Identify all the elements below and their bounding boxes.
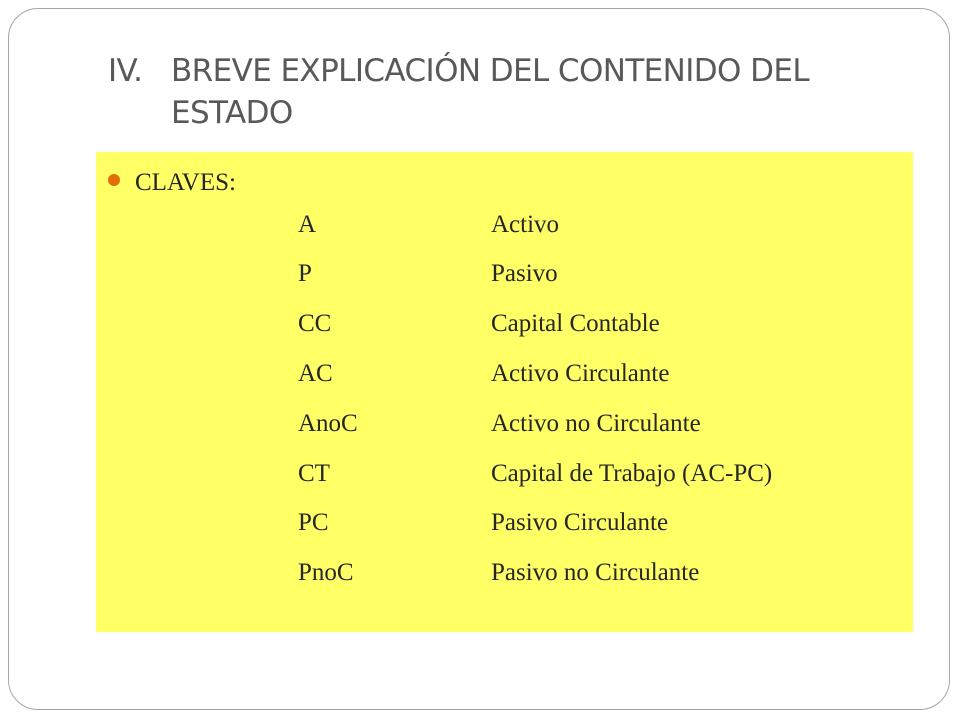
- key-meaning: Pasivo Circulante: [491, 509, 669, 536]
- title-number: IV.: [108, 53, 143, 89]
- key-meaning: Activo Circulante: [491, 360, 670, 387]
- key-abbreviation: AnoC: [298, 410, 358, 437]
- bullet-label: CLAVES:: [135, 169, 236, 196]
- key-meaning: Pasivo no Circulante: [491, 559, 700, 586]
- key-meaning: Activo: [491, 211, 560, 238]
- key-abbreviation: PnoC: [298, 559, 354, 586]
- title-text: BREVE EXPLICACIÓN DEL CONTENIDO DEL ESTADO: [171, 53, 810, 131]
- key-meaning: Capital de Trabajo (AC-PC): [491, 460, 773, 487]
- key-meaning: Activo no Circulante: [491, 410, 701, 437]
- key-meaning: Capital Contable: [491, 310, 660, 337]
- keys-panel: [96, 152, 913, 632]
- key-abbreviation: PC: [298, 509, 329, 536]
- key-abbreviation: P: [298, 260, 312, 287]
- key-abbreviation: CC: [298, 310, 332, 337]
- bullet-dot-icon: [108, 174, 120, 186]
- key-abbreviation: A: [298, 211, 317, 238]
- bullet-item: [108, 166, 236, 200]
- key-abbreviation: CT: [298, 460, 330, 487]
- key-abbreviation: AC: [298, 360, 333, 387]
- key-meaning: Pasivo: [491, 260, 558, 287]
